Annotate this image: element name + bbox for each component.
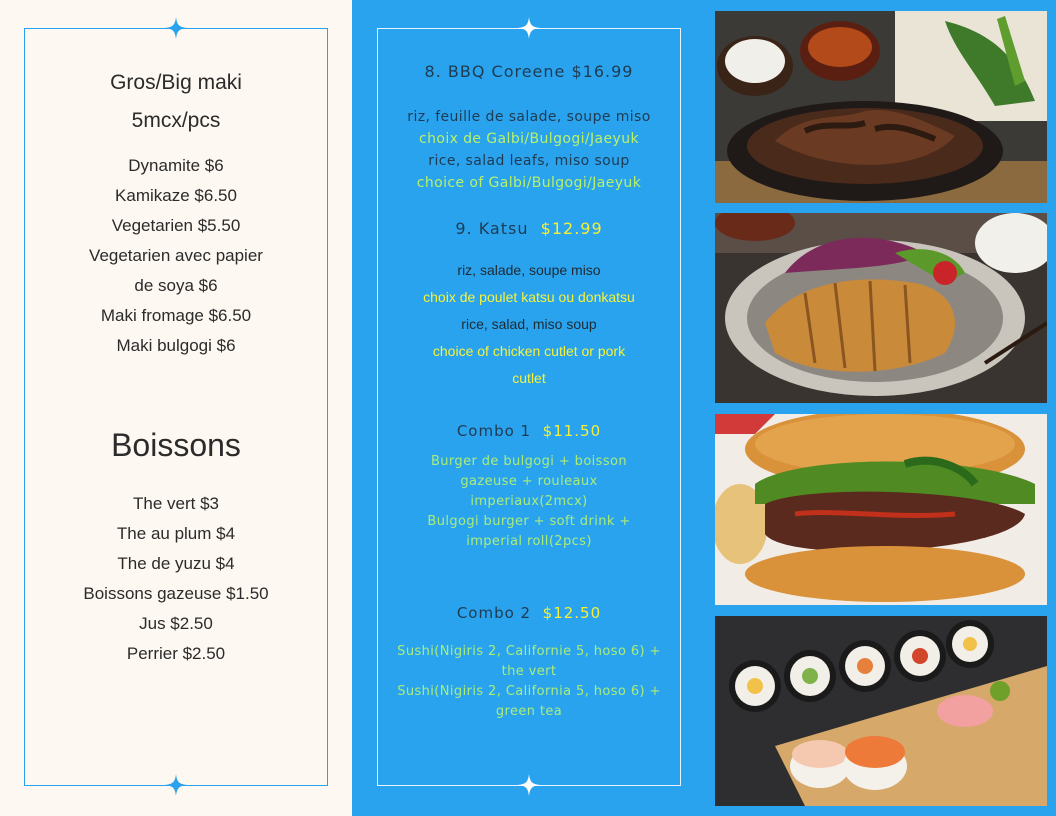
bbq-choice-fr: choix de Galbi/Bulgogi/Jaeyuk (418, 131, 640, 147)
combo1-line: imperial roll(2pcs) (466, 534, 592, 549)
sparkle-icon (165, 17, 187, 39)
combo1-line: Bulgogi burger + soft drink + (427, 514, 631, 529)
combo2-title: Combo 2 (456, 604, 532, 622)
drink-item: Jus $2.50 (139, 614, 213, 633)
drink-item: The vert $3 (133, 494, 219, 513)
sparkle-icon (165, 774, 187, 796)
katsu-choice-en-cont: cutlet (512, 370, 546, 386)
bbq-desc-en: rice, salad leafs, miso soup (428, 153, 630, 169)
left-panel (0, 0, 352, 816)
sparkle-icon (518, 17, 540, 39)
drink-item: The de yuzu $4 (117, 554, 235, 573)
katsu-choice-en: choice of chicken cutlet or pork (432, 343, 626, 359)
combo1-line: imperiaux(2mcx) (470, 494, 588, 509)
combo2-price: $12.50 (542, 604, 602, 622)
combo1-line: gazeuse + rouleaux (460, 474, 598, 489)
drink-item: Perrier $2.50 (126, 644, 226, 663)
combo2-line: Sushi(Nigiris 2, California 5, hoso 6) + (397, 684, 661, 699)
katsu-heading (377, 219, 681, 238)
katsu-photo (715, 213, 1047, 403)
maki-item: Vegetarien avec papier (89, 246, 263, 265)
combo1-title: Combo 1 (456, 422, 532, 440)
sparkle-icon (518, 774, 540, 796)
drink-item: Boissons gazeuse $1.50 (83, 584, 269, 603)
combo2-line: Sushi(Nigiris 2, Californie 5, hoso 6) + (397, 644, 661, 659)
combo2-line: green tea (495, 704, 563, 719)
drink-item: The au plum $4 (116, 524, 236, 543)
bbq-desc-fr: riz, feuille de salade, soupe miso (407, 109, 651, 125)
boissons-title: Boissons (111, 427, 241, 463)
combo1-line: Burger de bulgogi + boisson (430, 454, 628, 469)
combo1-price: $11.50 (542, 422, 602, 440)
maki-item: de soya $6 (134, 276, 218, 295)
katsu-title: 9. Katsu (455, 219, 529, 238)
combo2-heading (377, 604, 681, 622)
combo2-line: the vert (501, 664, 557, 679)
katsu-desc-en: rice, salad, miso soup (461, 316, 597, 332)
maki-item: Kamikaze $6.50 (115, 186, 237, 205)
katsu-choice-fr: choix de poulet katsu ou donkatsu (423, 289, 635, 305)
combo1-heading (377, 422, 681, 440)
bbq-choice-en: choice of Galbi/Bulgogi/Jaeyuk (416, 175, 642, 191)
maki-item: Dynamite $6 (128, 156, 224, 175)
maki-title-line1: Gros/Big maki (110, 71, 242, 94)
katsu-price: $12.99 (540, 219, 603, 238)
katsu-desc-fr: riz, salade, soupe miso (457, 262, 601, 278)
maki-item: Maki fromage $6.50 (100, 306, 252, 325)
maki-title-line2: 5mcx/pcs (131, 109, 221, 132)
burger-photo (715, 414, 1047, 605)
maki-item: Maki bulgogi $6 (116, 336, 236, 355)
left-frame (24, 28, 328, 786)
bbq-title: 8. BBQ Coreene $16.99 (424, 62, 634, 81)
sushi-photo (715, 616, 1047, 806)
bbq-photo (715, 11, 1047, 203)
maki-item: Vegetarien $5.50 (111, 216, 241, 235)
